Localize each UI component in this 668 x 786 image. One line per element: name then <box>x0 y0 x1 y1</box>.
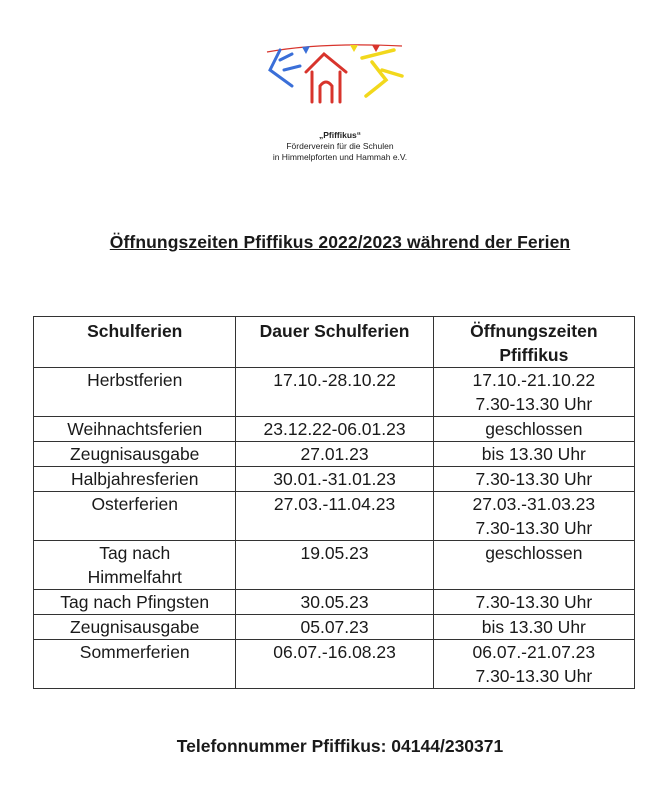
cell-zeit <box>433 640 634 689</box>
cell-ferien: Tag nach Himmelfahrt <box>34 541 236 590</box>
cell-zeit: geschlossen <box>433 541 634 590</box>
cell-zeit: geschlossen <box>433 417 634 442</box>
cell-zeit-line2: 7.30-13.30 Uhr <box>475 394 593 414</box>
cell-dauer: 19.05.23 <box>236 541 433 590</box>
cell-dauer: 05.07.23 <box>236 615 433 640</box>
table-row <box>34 467 635 492</box>
table-row <box>34 541 635 590</box>
cell-dauer: 27.01.23 <box>236 442 433 467</box>
header-dauer: Dauer Schulferien <box>236 317 433 368</box>
cell-zeit: bis 13.30 Uhr <box>433 442 634 467</box>
cell-dauer: 30.05.23 <box>236 590 433 615</box>
organization-name <box>200 130 480 163</box>
pfiffikus-logo <box>262 40 412 120</box>
table-row <box>34 417 635 442</box>
org-line-3: in Himmelpforten und Hammah e.V. <box>272 152 408 162</box>
opening-hours-table <box>33 316 635 689</box>
cell-zeit-line2: 7.30-13.30 Uhr <box>475 666 593 686</box>
table-header-row <box>34 317 635 368</box>
cell-ferien: Zeugnisausgabe <box>34 615 236 640</box>
cell-zeit-line1: 17.10.-21.10.22 <box>472 370 596 390</box>
table-row <box>34 442 635 467</box>
header-oeffnungszeiten: Öffnungszeiten Pfiffikus <box>433 317 634 368</box>
table-row <box>34 590 635 615</box>
cell-zeit-line1: 06.07.-21.07.23 <box>472 642 596 662</box>
cell-dauer: 23.12.22-06.01.23 <box>236 417 433 442</box>
cell-ferien: Zeugnisausgabe <box>34 442 236 467</box>
cell-zeit <box>433 368 634 417</box>
cell-zeit: 7.30-13.30 Uhr <box>433 467 634 492</box>
table-row <box>34 368 635 417</box>
table-row <box>34 640 635 689</box>
phone-number: Telefonnummer Pfiffikus: 04144/230371 <box>176 736 504 756</box>
cell-ferien: Halbjahresferien <box>34 467 236 492</box>
cell-dauer: 17.10.-28.10.22 <box>236 368 433 417</box>
cell-ferien: Osterferien <box>34 492 236 541</box>
org-short-name: „Pfiffikus“ <box>318 130 362 140</box>
document-title: Öffnungszeiten Pfiffikus 2022/2023 während der Ferien <box>109 232 571 252</box>
cell-ferien: Tag nach Pfingsten <box>34 590 236 615</box>
cell-dauer: 06.07.-16.08.23 <box>236 640 433 689</box>
cell-zeit-line1: 27.03.-31.03.23 <box>472 494 596 514</box>
org-line-2: Förderverein für die Schulen <box>286 141 394 151</box>
cell-dauer: 30.01.-31.01.23 <box>236 467 433 492</box>
cell-ferien: Herbstferien <box>34 368 236 417</box>
table-row <box>34 615 635 640</box>
cell-ferien: Weihnachtsferien <box>34 417 236 442</box>
cell-zeit: 7.30-13.30 Uhr <box>433 590 634 615</box>
cell-ferien: Sommerferien <box>34 640 236 689</box>
cell-zeit-line2: 7.30-13.30 Uhr <box>475 518 593 538</box>
cell-zeit: bis 13.30 Uhr <box>433 615 634 640</box>
header-schulferien: Schulferien <box>34 317 236 368</box>
cell-zeit <box>433 492 634 541</box>
table-row <box>34 492 635 541</box>
cell-dauer: 27.03.-11.04.23 <box>236 492 433 541</box>
